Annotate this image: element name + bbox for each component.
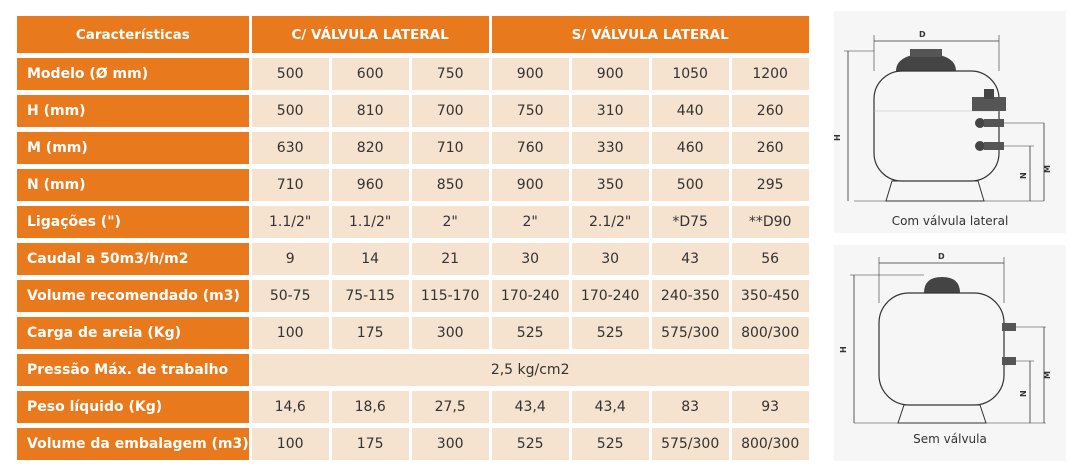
value-cell: 600: [332, 58, 409, 90]
value-cell: 2.1/2": [572, 206, 649, 238]
value-cell: 295: [732, 169, 809, 201]
value-cell: 93: [732, 391, 809, 423]
value-cell: 760: [492, 132, 569, 164]
value-cell: 575/300: [652, 428, 729, 460]
table-header-row: [17, 16, 809, 53]
row-label: Peso líquido (Kg): [17, 391, 249, 423]
table-row: [17, 95, 809, 127]
value-cell: *D75: [652, 206, 729, 238]
dim-d-label: D: [919, 30, 926, 39]
dim-h-label: H: [833, 134, 842, 141]
value-cell: 2": [492, 206, 569, 238]
value-cell: 820: [332, 132, 409, 164]
diagram-with-valve: [834, 11, 1066, 233]
value-cell: 300: [412, 317, 489, 349]
value-cell: 440: [652, 95, 729, 127]
value-cell: 1200: [732, 58, 809, 90]
value-cell: 27,5: [412, 391, 489, 423]
value-cell: 170-240: [492, 280, 569, 312]
table-row: [17, 243, 809, 275]
value-cell: 175: [332, 428, 409, 460]
value-cell: 1.1/2": [332, 206, 409, 238]
value-cell: 525: [572, 428, 649, 460]
value-cell: 900: [492, 169, 569, 201]
value-cell: 350: [572, 169, 649, 201]
filter-with-valve-drawing: [834, 11, 1066, 216]
table-row: [17, 206, 809, 238]
value-cell: 1050: [652, 58, 729, 90]
caption-without-valve: Sem válvula: [913, 432, 987, 446]
value-cell: 300: [412, 428, 489, 460]
value-cell: 30: [492, 243, 569, 275]
value-cell: 500: [252, 58, 329, 90]
table-row: [17, 169, 809, 201]
value-cell: 115-170: [412, 280, 489, 312]
value-cell: 575/300: [652, 317, 729, 349]
value-cell: 175: [332, 317, 409, 349]
value-cell: 330: [572, 132, 649, 164]
value-cell: 43,4: [572, 391, 649, 423]
value-cell: 900: [572, 58, 649, 90]
value-cell: 810: [332, 95, 409, 127]
value-cell: 1.1/2": [252, 206, 329, 238]
dim-h-label-2: H: [839, 346, 848, 353]
value-cell: 2": [412, 206, 489, 238]
dim-m-label: M: [1043, 165, 1052, 173]
value-cell: 525: [492, 428, 569, 460]
value-cell: 83: [652, 391, 729, 423]
header-with-valve: C/ VÁLVULA LATERAL: [252, 16, 489, 53]
value-cell: 750: [412, 58, 489, 90]
value-cell: 43,4: [492, 391, 569, 423]
row-label: H (mm): [17, 95, 249, 127]
table-row: [17, 354, 809, 386]
header-without-valve: S/ VÁLVULA LATERAL: [492, 16, 809, 53]
table-row: [17, 428, 809, 460]
value-cell: **D90: [732, 206, 809, 238]
value-cell: 525: [572, 317, 649, 349]
table-row: [17, 58, 809, 90]
dim-n-label-2: N: [1019, 390, 1028, 397]
specifications-table: [14, 11, 812, 465]
row-label: Volume recomendado (m3): [17, 280, 249, 312]
value-cell: 960: [332, 169, 409, 201]
value-cell: 240-350: [652, 280, 729, 312]
value-cell: 21: [412, 243, 489, 275]
value-cell: 310: [572, 95, 649, 127]
table-row: [17, 280, 809, 312]
row-label: Ligações ("): [17, 206, 249, 238]
row-label: N (mm): [17, 169, 249, 201]
value-cell: 170-240: [572, 280, 649, 312]
value-cell: 750: [492, 95, 569, 127]
value-cell: 260: [732, 132, 809, 164]
value-cell: 500: [652, 169, 729, 201]
caption-with-valve: Com válvula lateral: [891, 214, 1009, 228]
value-cell: 800/300: [732, 317, 809, 349]
value-cell: 800/300: [732, 428, 809, 460]
row-label: Volume da embalagem (m3): [17, 428, 249, 460]
value-cell: 710: [412, 132, 489, 164]
value-cell: 100: [252, 428, 329, 460]
row-label: Pressão Máx. de trabalho: [17, 354, 249, 386]
value-cell: 18,6: [332, 391, 409, 423]
row-label: Carga de areia (Kg): [17, 317, 249, 349]
value-cell: 630: [252, 132, 329, 164]
value-cell: 710: [252, 169, 329, 201]
value-cell: 43: [652, 243, 729, 275]
dim-m-label-2: M: [1043, 371, 1052, 379]
table-row: [17, 391, 809, 423]
value-cell: 14,6: [252, 391, 329, 423]
value-cell: 9: [252, 243, 329, 275]
value-cell: 260: [732, 95, 809, 127]
row-label: M (mm): [17, 132, 249, 164]
value-cell: 50-75: [252, 280, 329, 312]
value-cell: 56: [732, 243, 809, 275]
value-cell: 14: [332, 243, 409, 275]
dim-n-label: N: [1019, 172, 1028, 179]
row-label: Caudal a 50m3/h/m2: [17, 243, 249, 275]
filter-without-valve-drawing: [834, 245, 1066, 443]
header-label: Características: [17, 16, 249, 53]
dim-d-label-2: D: [938, 252, 945, 261]
table-row: [17, 317, 809, 349]
value-cell: 75-115: [332, 280, 409, 312]
value-cell: 850: [412, 169, 489, 201]
value-cell: 460: [652, 132, 729, 164]
row-label: Modelo (Ø mm): [17, 58, 249, 90]
value-cell: 500: [252, 95, 329, 127]
value-cell: 900: [492, 58, 569, 90]
value-cell: 100: [252, 317, 329, 349]
table-row: [17, 132, 809, 164]
value-cell: 350-450: [732, 280, 809, 312]
diagram-without-valve: [834, 245, 1066, 461]
merged-value-cell: 2,5 kg/cm2: [252, 354, 809, 386]
value-cell: 30: [572, 243, 649, 275]
value-cell: 700: [412, 95, 489, 127]
value-cell: 525: [492, 317, 569, 349]
